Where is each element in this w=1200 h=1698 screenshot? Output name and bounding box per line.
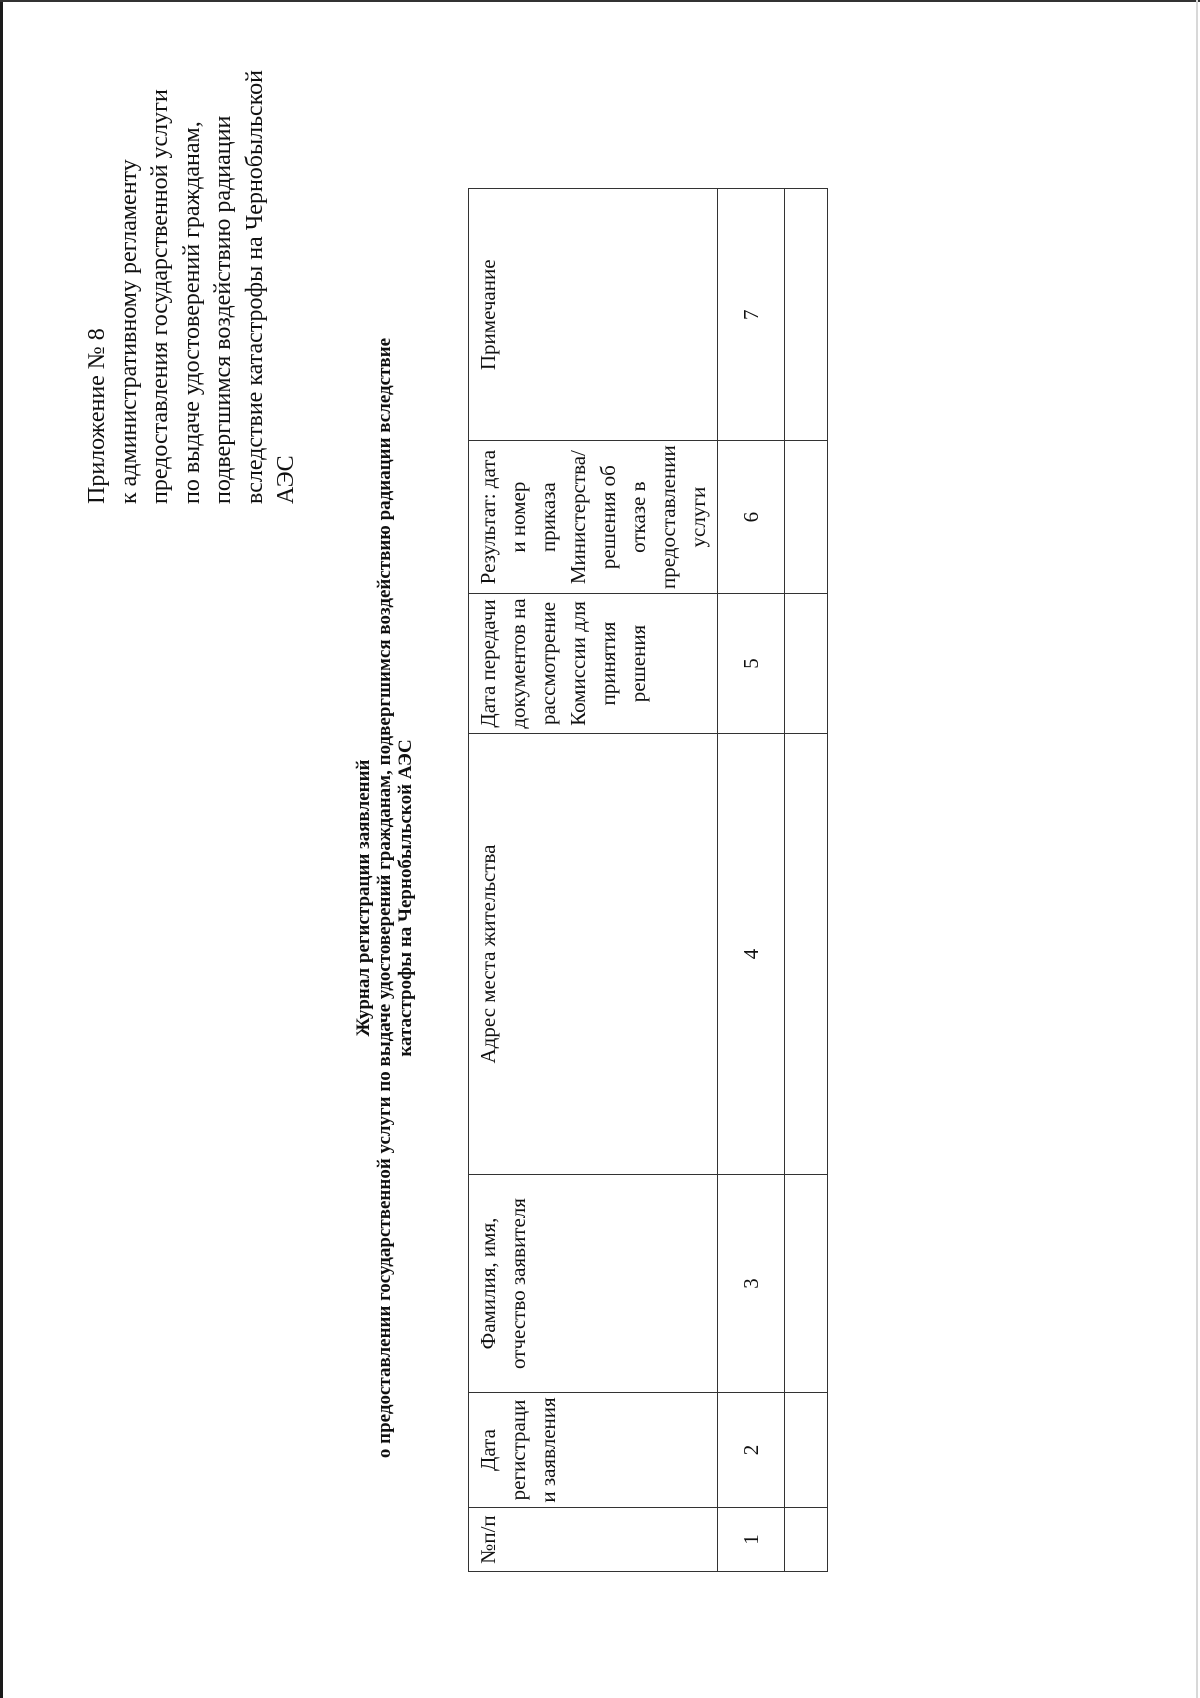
empty-cell (785, 189, 828, 441)
header-cell-address: Адрес места жительства (469, 734, 718, 1175)
journal-table (468, 188, 828, 1572)
appendix-line: по выдаче удостоверений гражданам, (178, 121, 205, 504)
journal-title-line-2: о предоставлении государственной услуги по выдаче удостоверений гражданам, подвергшимся воздействию радиации вследствие (374, 337, 395, 1459)
scan-top-edge (0, 0, 1200, 2)
appendix-line: к административному регламенту (115, 159, 142, 504)
appendix-line: предоставления государственной услуги (147, 89, 173, 504)
header-cell-number: №п/п (469, 1508, 718, 1572)
journal-title-line-1: Журнал регистрации заявлений (353, 759, 374, 1037)
appendix-line: подвергшимся воздействию радиации (210, 115, 236, 504)
column-number-cell: 2 (718, 1393, 785, 1508)
table-empty-row (785, 189, 828, 1572)
header-cell-registration-date: Дата регистраци и заявления (469, 1393, 718, 1508)
appendix-line: АЭС (273, 455, 299, 504)
column-number-cell: 3 (718, 1175, 785, 1393)
rotated-document-sheet (0, 70, 1200, 1698)
appendix-line: Приложение № 8 (84, 328, 110, 504)
column-number-cell: 6 (718, 441, 785, 594)
empty-cell (785, 441, 828, 594)
appendix-note (82, 70, 303, 504)
table-header-row (469, 189, 718, 1572)
journal-title (353, 98, 416, 1698)
empty-cell (785, 1393, 828, 1508)
header-cell-applicant-name: Фамилия, имя, отчество заявителя (469, 1175, 718, 1393)
header-cell-note: Примечание (469, 189, 718, 441)
empty-cell (785, 734, 828, 1175)
column-number-cell: 1 (718, 1508, 785, 1572)
column-number-cell: 5 (718, 594, 785, 734)
journal-title-line-3: катастрофы на Чернобыльской АЭС (395, 739, 416, 1057)
header-cell-result: Результат: дата и номер приказа Министерства/решения об отказе в предоставлении услуги (469, 441, 718, 594)
appendix-line: вследствие катастрофы на Чернобыльской (241, 70, 268, 504)
empty-cell (785, 594, 828, 734)
empty-cell (785, 1175, 828, 1393)
empty-cell (785, 1508, 828, 1572)
column-number-cell: 4 (718, 734, 785, 1175)
table-numbering-row (718, 189, 785, 1572)
column-number-cell: 7 (718, 189, 785, 441)
header-cell-commission-date: Дата передачи документов на рассмотрение Комиссии для принятия решения (469, 594, 718, 734)
